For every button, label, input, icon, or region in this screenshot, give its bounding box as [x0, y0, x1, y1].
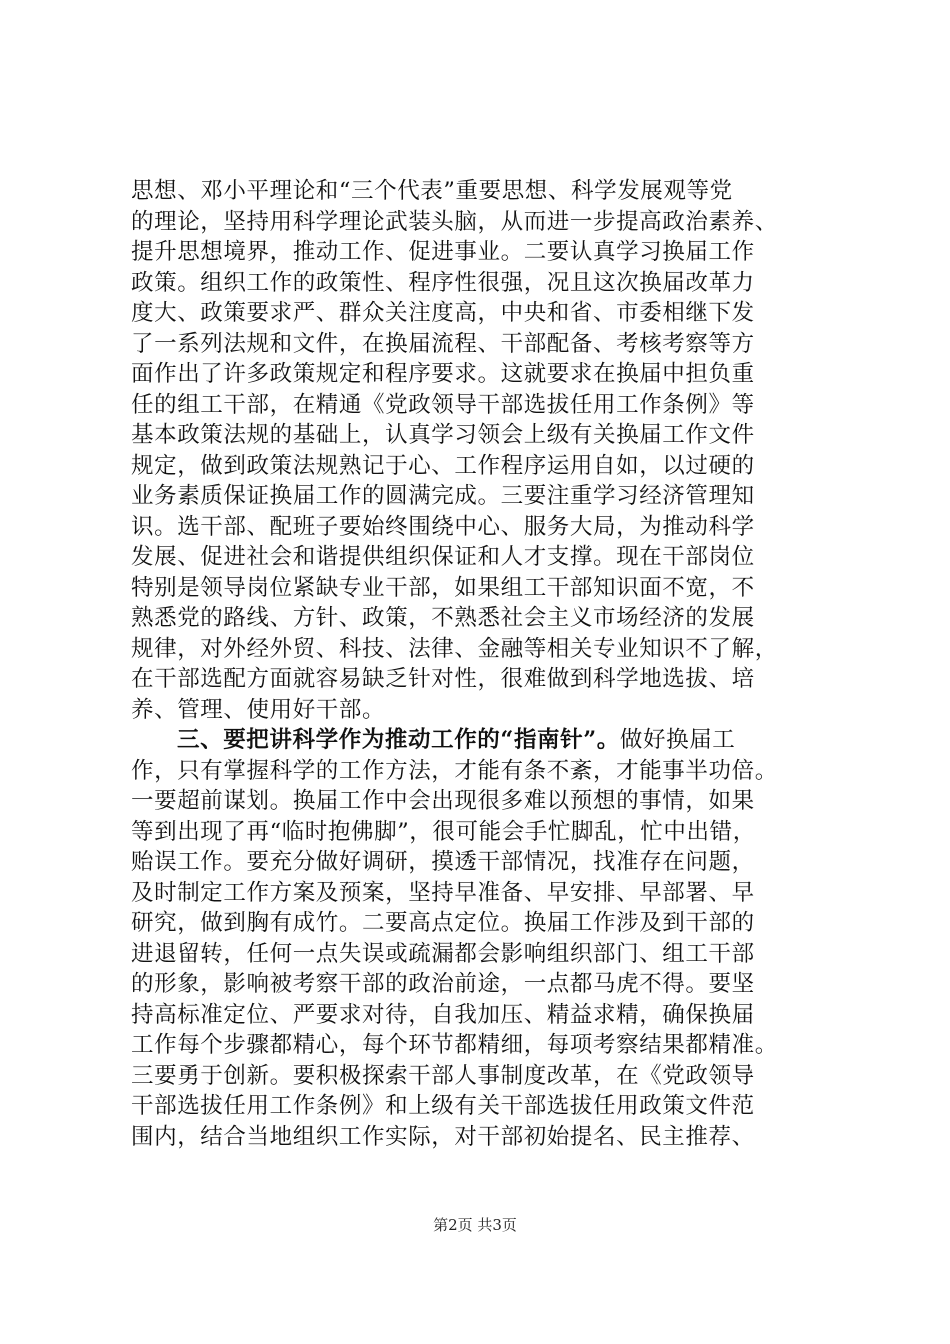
body-text — [131, 176, 831, 1152]
text-line: 作，只有掌握科学的工作方法，才能有条不紊，才能事半功倍。 — [131, 757, 778, 784]
section-heading-continuation: 做好换届工 — [619, 727, 736, 753]
text-line: 的理论，坚持用科学理论武装头脑，从而进一步提高政治素养、 — [131, 208, 778, 235]
text-line: 了一系列法规和文件，在换届流程、干部配备、考核考察等方 — [131, 330, 755, 357]
text-line: 基本政策法规的基础上，认真学习领会上级有关换届工作文件 — [131, 422, 755, 448]
text-line: 干部选拔任用工作条例》和上级有关干部选拔任用政策文件范 — [131, 1093, 755, 1119]
text-line: 在干部选配方面就容易缺乏针对性，很难做到科学地选拔、培 — [131, 666, 755, 692]
text-line: 度大、政策要求严、群众关注度高，中央和省、市委相继下发 — [131, 300, 755, 326]
text-line: 工作每个步骤都精心，每个环节都精细，每项考察结果都精准。 — [131, 1032, 778, 1058]
text-line: 养、管理、使用好干部。 — [131, 696, 386, 723]
text-line: 熟悉党的路线、方针、政策，不熟悉社会主义市场经济的发展 — [131, 605, 755, 631]
text-line: 围内，结合当地组织工作实际，对干部初始提名、民主推荐、 — [131, 1123, 755, 1150]
text-line: 提升思想境界，推动工作、促进事业。二要认真学习换届工作 — [131, 239, 755, 265]
text-line: 的形象，影响被考察干部的政治前途，一点都马虎不得。要坚 — [131, 971, 755, 997]
section-heading-line — [131, 725, 831, 756]
text-line: 特别是领导岗位紧缺专业干部，如果组工干部知识面不宽，不 — [131, 574, 755, 601]
text-line: 一要超前谋划。换届工作中会出现很多难以预想的事情，如果 — [131, 788, 755, 814]
page-footer: 第2页 共3页 — [433, 1216, 517, 1234]
text-line: 持高标准定位、严要求对待，自我加压、精益求精，确保换届 — [131, 1001, 755, 1028]
text-line: 研究，做到胸有成竹。二要高点定位。换届工作涉及到干部的 — [131, 910, 755, 936]
text-line: 任的组工干部，在精通《党政领导干部选拔任用工作条例》等 — [131, 391, 755, 418]
text-line: 识。选干部、配班子要始终围绕中心、服务大局，为推动科学 — [131, 513, 755, 540]
text-line: 等到出现了再“临时抱佛脚”，很可能会手忙脚乱，忙中出错， — [131, 818, 756, 845]
text-line: 三要勇于创新。要积极探索干部人事制度改革，在《党政领导 — [131, 1062, 755, 1089]
text-line: 业务素质保证换届工作的圆满完成。三要注重学习经济管理知 — [131, 483, 755, 509]
text-line: 贻误工作。要充分做好调研，摸透干部情况，找准存在问题， — [131, 849, 755, 875]
text-line: 思想、邓小平理论和“三个代表”重要思想、科学发展观等党 — [131, 178, 733, 204]
text-line: 进退留转，任何一点失误或疏漏都会影响组织部门、组工干部 — [131, 940, 755, 967]
text-line: 发展、促进社会和谐提供组织保证和人才支撑。现在干部岗位 — [131, 544, 755, 570]
text-line: 面作出了许多政策规定和程序要求。这就要求在换届中担负重 — [131, 361, 755, 387]
text-line: 及时制定工作方案及预案，坚持早准备、早安排、早部署、早 — [131, 879, 755, 906]
text-line: 政策。组织工作的政策性、程序性很强，况且这次换届改革力 — [131, 269, 755, 296]
text-line: 规定，做到政策法规熟记于心、工作程序运用自如，以过硬的 — [131, 452, 755, 479]
section-heading: 三、要把讲科学作为推动工作的“指南针”。 — [177, 727, 620, 753]
text-line: 规律，对外经外贸、科技、法律、金融等相关专业知识不了解， — [131, 635, 778, 662]
